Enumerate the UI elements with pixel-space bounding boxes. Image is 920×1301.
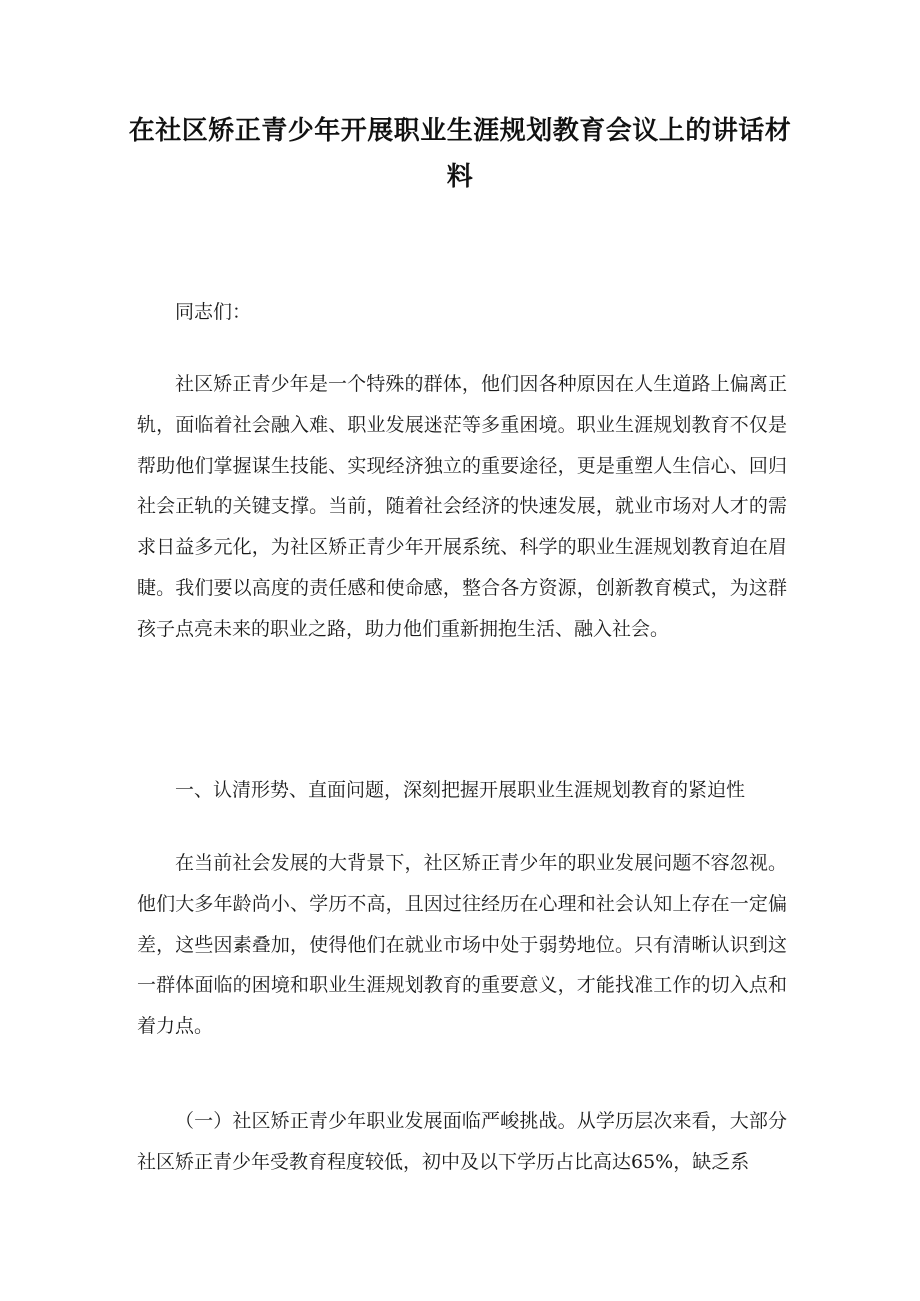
paragraph-block-2: [137, 843, 787, 1047]
paragraph-block-1: [137, 364, 787, 650]
paragraph-subsection-1: （一）社区矫正青少年职业发展面临严峻挑战。从学历层次来看，大部分社区矫正青少年受教育程度较低，初中及以下学历占比高达65%，缺乏系: [137, 1110, 787, 1173]
section-heading-block: [137, 770, 787, 811]
document-title: 在社区矫正青少年开展职业生涯规划教育会议上的讲话材料: [128, 116, 792, 192]
greeting: 同志们：: [175, 301, 252, 323]
section-heading-1: 一、认清形势、直面问题，深刻把握开展职业生涯规划教育的紧迫性: [175, 779, 746, 801]
greeting-block: [137, 292, 787, 333]
paragraph-intro: 社区矫正青少年是一个特殊的群体，他们因各种原因在人生道路上偏离正轨，面临着社会融入难、职业发展迷茫等多重困境。职业生涯规划教育不仅是帮助他们掌握谋生技能、实现经济独立的重要途径，更是重塑人生信心、回归社会正轨的关键支撑。当前，随着社会经济的快速发展，就业市场对人才的需求日益多元化，为社区矫正青少年开展系统、科学的职业生涯规划教育迫在眉睫。我们要以高度的责任感和使命感，整合各方资源，创新教育模式，为这群孩子点亮未来的职业之路，助力他们重新拥抱生活、融入社会。: [137, 373, 787, 640]
paragraph-context: 在当前社会发展的大背景下，社区矫正青少年的职业发展问题不容忽视。他们大多年龄尚小、学历不高，且因过往经历在心理和社会认知上存在一定偏差，这些因素叠加，使得他们在就业市场中处于弱势地位。只有清晰认识到这一群体面临的困境和职业生涯规划教育的重要意义，才能找准工作的切入点和着力点。: [137, 852, 787, 1038]
paragraph-block-3: [137, 1101, 787, 1183]
